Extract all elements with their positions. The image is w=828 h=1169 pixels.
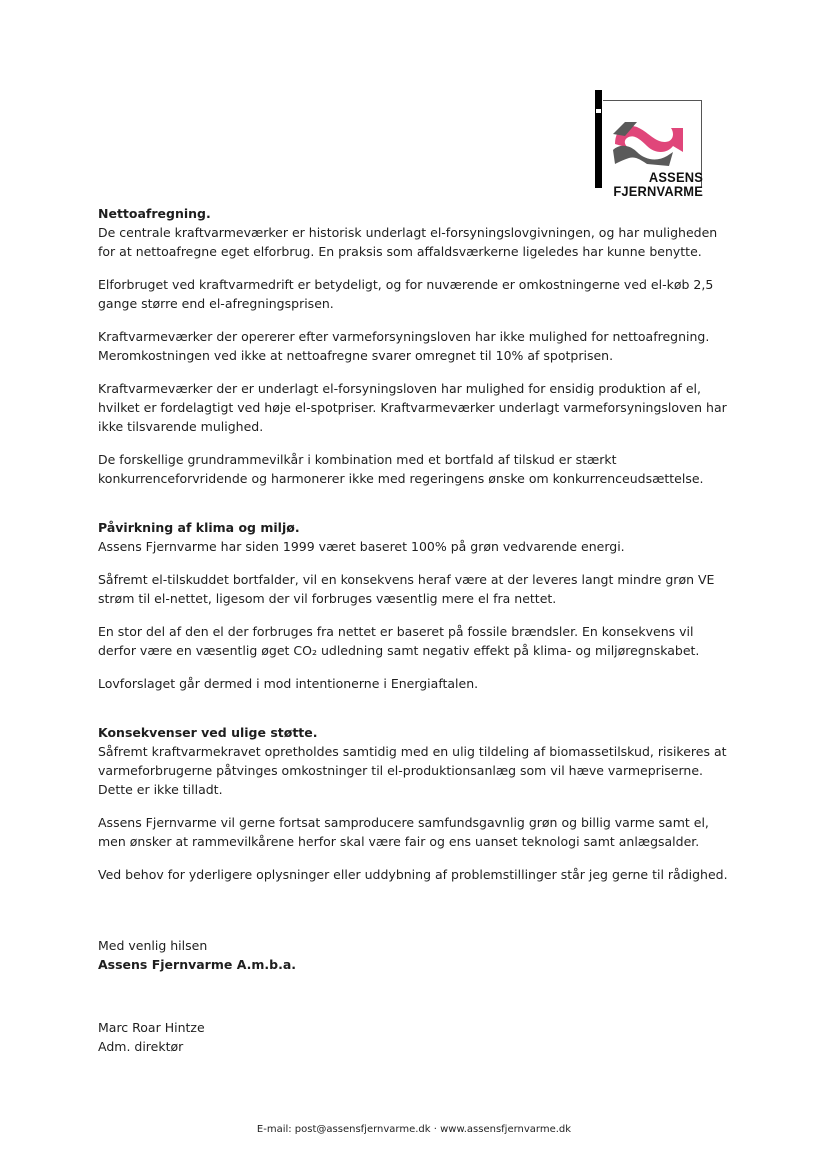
signer-title: Adm. direktør bbox=[98, 1039, 184, 1054]
paragraph: Elforbruget ved kraftvarmedrift er betydeligt, og for nuværende er omkostningerne ved el-køb 2,5 gange større end el-afregningsprisen. bbox=[98, 277, 714, 311]
page-footer: E-mail: post@assensfjernvarme.dk · www.assensfjernvarme.dk bbox=[256, 1124, 572, 1135]
section-klima-miljo bbox=[98, 518, 730, 693]
paragraph: Såfremt kraftvarmekravet opretholdes samtidig med en ulig tildeling af biomassetilskud, risikeres at varmeforbrugerne påtvinges omkostninger til el-produktionsanlæg som vil hæve varmepriserne. Dette er ikke tilladt. bbox=[98, 744, 727, 797]
paragraph: Assens Fjernvarme har siden 1999 været baseret 100% på grøn vedvarende energi. bbox=[98, 539, 625, 554]
closing-paragraph: Ved behov for yderligere oplysninger eller uddybning af problemstillinger står jeg gerne til rådighed. bbox=[98, 867, 728, 882]
section-heading: Påvirkning af klima og miljø. bbox=[98, 520, 300, 535]
section-heading: Nettoafregning. bbox=[98, 206, 211, 221]
paragraph: Kraftvarmeværker der opererer efter varmeforsyningsloven har ikke mulighed for nettoafregning. Meromkostningen ved ikke at nettoafregne svarer omregnet til 10% af spotprisen. bbox=[98, 329, 710, 363]
logo-flagpole bbox=[595, 90, 602, 188]
section-nettoafregning bbox=[98, 204, 730, 488]
company-logo bbox=[593, 90, 705, 198]
paragraph: Lovforslaget går dermed i mod intentionerne i Energiaftalen. bbox=[98, 676, 479, 691]
logo-text-line2: FJERNVARME bbox=[613, 183, 703, 199]
letter-body bbox=[98, 204, 730, 1056]
greeting: Med venlig hilsen bbox=[98, 938, 208, 953]
paragraph: Såfremt el-tilskuddet bortfalder, vil en konsekvens heraf være at der leveres langt mindre grøn VE strøm til el-nettet, ligesom der vil forbruges væsentlig mere el fra nettet. bbox=[98, 572, 715, 606]
paragraph: De centrale kraftvarmeværker er historisk underlagt el-forsyningslovgivningen, og har muligheden for at nettoafregne eget elforbrug. En praksis som affaldsværkerne ligeledes har kunne benytte. bbox=[98, 225, 718, 259]
paragraph: De forskellige grundrammevilkår i kombination med et bortfald af tilskud er stærkt konkurrenceforvridende og harmonerer ikke med regeringens ønske om konkurrenceudsættelse. bbox=[98, 452, 704, 486]
section-heading: Konsekvenser ved ulige støtte. bbox=[98, 725, 318, 740]
company-name: Assens Fjernvarme A.m.b.a. bbox=[98, 957, 296, 972]
paragraph: En stor del af den el der forbruges fra nettet er baseret på fossile brændsler. En konsekvens vil derfor være en væsentlig øget CO₂ udledning samt negativ effekt på klima- og miljøregnskabet. bbox=[98, 624, 700, 658]
signer-name: Marc Roar Hintze bbox=[98, 1020, 205, 1035]
signature-block bbox=[98, 936, 730, 1056]
paragraph: Kraftvarmeværker der er underlagt el-forsyningsloven har mulighed for ensidig produktion af el, hvilket er fordelagtigt ved høje el-spotpriser. Kraftvarmeværker underlagt varmeforsyningsloven har ikke tilsvarende mulighed. bbox=[98, 381, 727, 434]
section-ulige-stotte bbox=[98, 723, 730, 851]
logo-text-line1: ASSENS bbox=[648, 169, 703, 185]
paragraph: Assens Fjernvarme vil gerne fortsat samproducere samfundsgavnlig grøn og billig varme samt el, men ønsker at rammevilkårene herfor skal være fair og ens uanset teknologi samt anlægsalder. bbox=[98, 815, 709, 849]
logo-wave-icon bbox=[611, 114, 697, 168]
